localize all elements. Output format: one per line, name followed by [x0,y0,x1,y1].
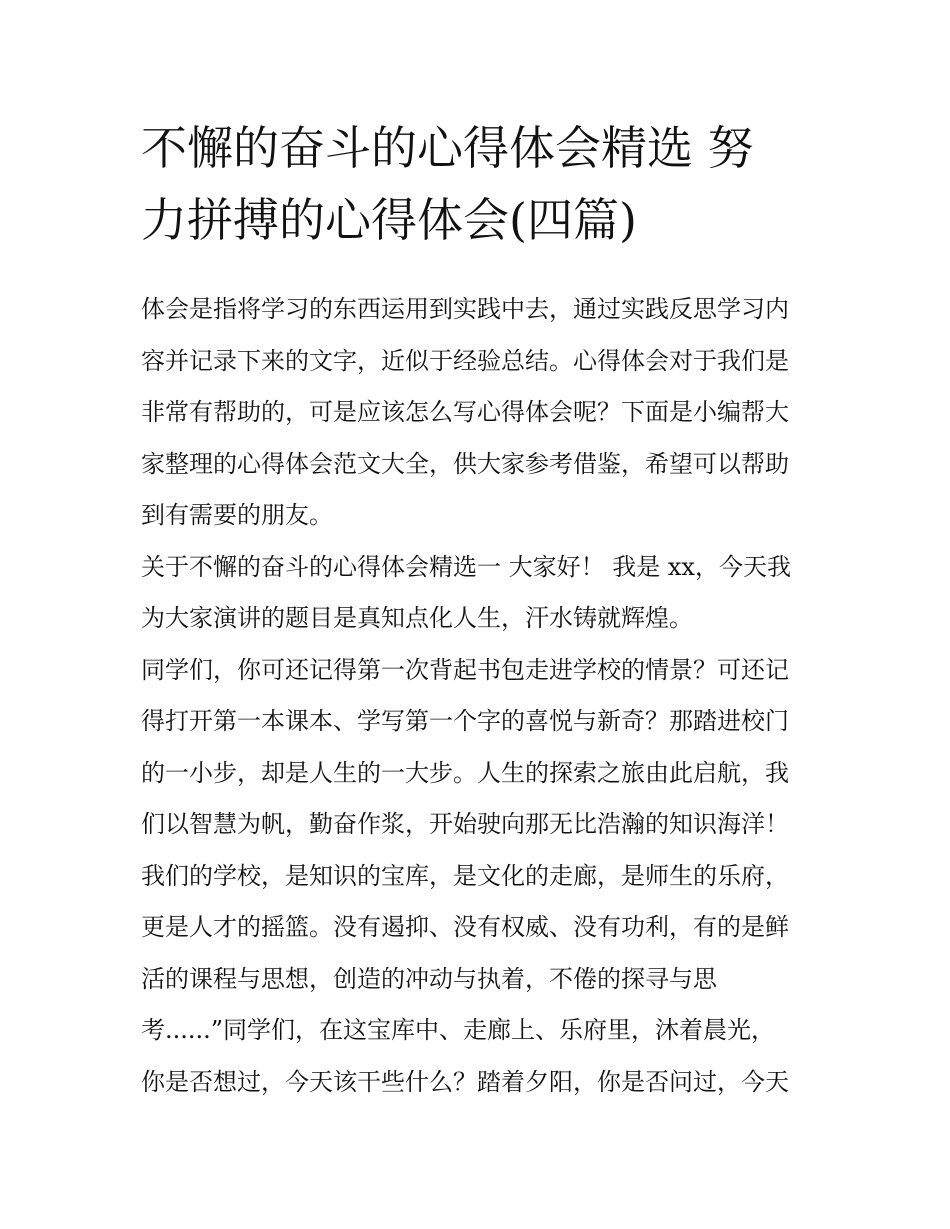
body-line: 为大家演讲的题目是真知点化人生，汗水铸就辉煌。 [141,604,693,632]
document-title [141,112,813,256]
body-line: 容并记录下来的文字，近似于经验总结。心得体会对于我们是 [141,346,789,375]
body-line: 活的课程与思想，创造的冲动与执着，不倦的探寻与思 [141,964,717,993]
title-line: 力拼搏的心得体会(四篇) [141,193,637,247]
body-line: 家整理的心得体会范文大全，供大家参考借鉴，希望可以帮助 [141,449,789,478]
title-line: 不懈的奋斗的心得体会精选 努 [141,121,754,175]
body-line: 考......”同学们，在这宝库中、走廊上、乐府里，沐着晨光， [141,1016,776,1044]
body-line: 得打开第一本课本、学写第一个字的喜悦与新奇？那踏进校门 [141,707,789,735]
body-line: 非常有帮助的，可是应该怎么写心得体会呢？下面是小编帮大 [141,398,789,426]
body-line: 你是否想过，今天该干些什么？踏着夕阳，你是否问过，今天 [141,1067,789,1096]
document-body [141,284,813,1108]
body-line: 同学们，你可还记得第一次背起书包走进学校的情景？可还记 [141,655,789,684]
document-content [141,112,813,1108]
body-line: 我们的学校，是知识的宝库，是文化的走廊，是师生的乐府， [141,861,789,890]
body-line: 更是人才的摇篮。没有遏抑、没有权威、没有功利，有的是鲜 [141,913,789,941]
body-line: 关于不懈的奋斗的心得体会精选一 大家好！ 我是 xx，今天我 [141,552,791,581]
body-line: 体会是指将学习的东西运用到实践中去，通过实践反思学习内 [141,295,789,323]
body-line: 们以智慧为帆，勤奋作浆，开始驶向那无比浩瀚的知识海洋！ [141,810,789,838]
body-line: 到有需要的朋友。 [141,501,333,529]
body-line: 的一小步，却是人生的一大步。人生的探索之旅由此启航，我 [141,758,789,787]
